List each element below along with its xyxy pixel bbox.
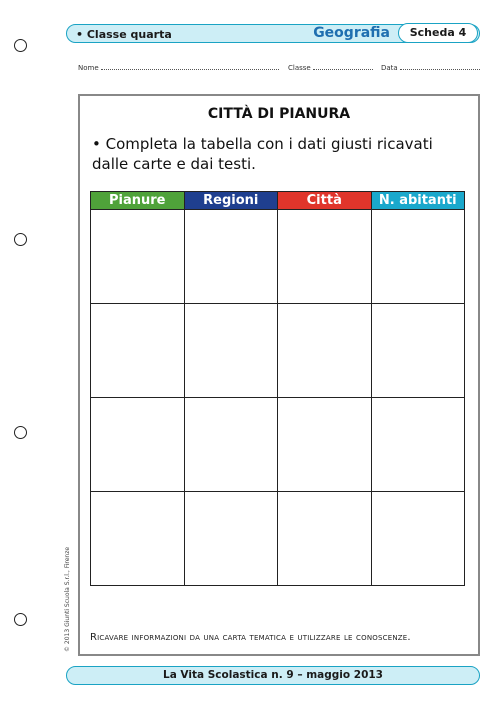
- cities-table: [90, 191, 465, 586]
- table-cell[interactable]: [91, 398, 185, 492]
- table-cell[interactable]: [371, 398, 465, 492]
- table-row: [91, 492, 465, 586]
- table-cell[interactable]: [371, 210, 465, 304]
- binder-hole-1: [14, 39, 27, 52]
- table-cell[interactable]: [91, 210, 185, 304]
- name-label: Nome: [78, 64, 99, 72]
- header-cities: Città: [278, 192, 372, 210]
- table-cell[interactable]: [184, 492, 278, 586]
- binder-hole-3: [14, 426, 27, 439]
- table-cell[interactable]: [91, 304, 185, 398]
- name-field[interactable]: [78, 64, 279, 72]
- header-regions: Regioni: [184, 192, 278, 210]
- date-label: Data: [381, 64, 398, 72]
- binder-hole-4: [14, 613, 27, 626]
- learning-objective: Ricavare informazioni da una carta tematica e utilizzare le conoscenze.: [90, 632, 411, 643]
- instruction-text: • Completa la tabella con i dati giusti ricavati dalle carte e dai testi.: [92, 135, 433, 173]
- sheet-number-badge: Scheda 4: [398, 23, 478, 43]
- date-field[interactable]: [381, 64, 480, 72]
- table-cell[interactable]: [184, 304, 278, 398]
- date-line: [400, 69, 480, 70]
- table-cell[interactable]: [371, 492, 465, 586]
- copyright-notice: © 2013 Giunti Scuola S.r.l., Firenze: [64, 546, 71, 652]
- class-line: [313, 69, 373, 70]
- binder-hole-2: [14, 233, 27, 246]
- name-line: [101, 69, 279, 70]
- publication-footer: La Vita Scolastica n. 9 – maggio 2013: [66, 666, 480, 685]
- table-cell[interactable]: [278, 398, 372, 492]
- subject-title: Geografia: [313, 25, 390, 41]
- table-cell[interactable]: [278, 304, 372, 398]
- worksheet-title: CITTÀ DI PIANURA: [207, 106, 351, 122]
- table-cell[interactable]: [91, 492, 185, 586]
- header-inhabitants: N. abitanti: [371, 192, 465, 210]
- table-header-row: [91, 192, 465, 210]
- table-row: [91, 210, 465, 304]
- table-cell[interactable]: [371, 304, 465, 398]
- table-row: [91, 304, 465, 398]
- table-cell[interactable]: [184, 210, 278, 304]
- table-cell[interactable]: [184, 398, 278, 492]
- class-level: • Classe quarta: [76, 28, 172, 41]
- table-row: [91, 398, 465, 492]
- table-cell[interactable]: [278, 492, 372, 586]
- class-field[interactable]: [288, 64, 373, 72]
- table-cell[interactable]: [278, 210, 372, 304]
- class-label: Classe: [288, 64, 311, 72]
- header-plains: Pianure: [91, 192, 185, 210]
